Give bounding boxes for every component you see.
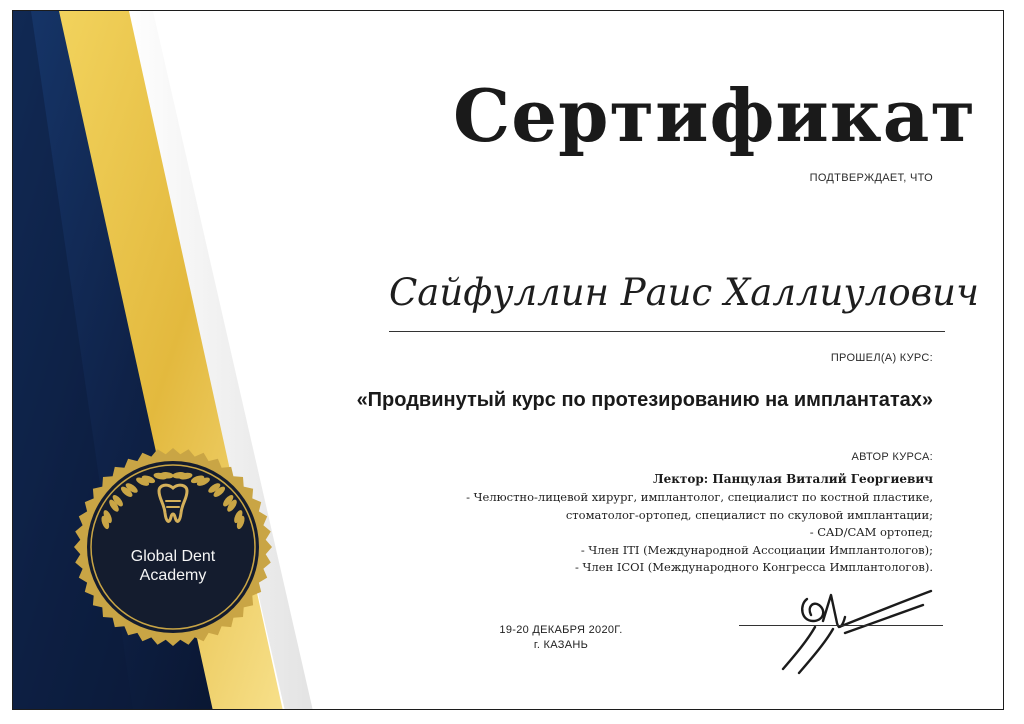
- signature-line: [739, 625, 943, 626]
- emblem-line-2: Academy: [139, 567, 207, 584]
- lector-credentials: [466, 489, 933, 577]
- confirms-label: ПОДТВЕРЖДАЕТ, ЧТО: [809, 172, 933, 184]
- author-label: АВТОР КУРСА:: [851, 451, 933, 463]
- lector-name: Лектор: Панцулая Виталий Георгиевич: [653, 472, 933, 486]
- signature: [773, 581, 953, 681]
- certificate-title: Сертификат: [453, 73, 977, 158]
- recipient-name: Сайфуллин Раис Халлиулович: [389, 271, 979, 314]
- passed-label: ПРОШЕЛ(А) КУРС:: [830, 352, 933, 364]
- credential-line: - Член ITI (Международной Ассоциации Имплантологов);: [580, 542, 933, 557]
- emblem-line-1: Global Dent: [130, 548, 216, 565]
- course-title: «Продвинутый курс по протезированию на имплантатах»: [356, 389, 933, 411]
- issue-city: г. КАЗАНЬ: [533, 639, 589, 651]
- credential-line: - CAD/CAM ортопед;: [809, 525, 933, 539]
- credential-line: - Член ICOI (Международного Конгресса Имплантологов).: [574, 560, 933, 574]
- emblem-text: [73, 547, 273, 585]
- name-underline: [389, 331, 945, 332]
- credential-line: - Челюстно-лицевой хирург, имплантолог, специалист по костной пластике,: [466, 490, 933, 504]
- certificate-frame: [12, 10, 1004, 710]
- date-block: [471, 623, 651, 653]
- issue-date: 19-20 ДЕКАБРЯ 2020Г.: [499, 624, 623, 636]
- credential-line: стоматолог-ортопед, специалист по скуловой имплантации;: [565, 507, 933, 522]
